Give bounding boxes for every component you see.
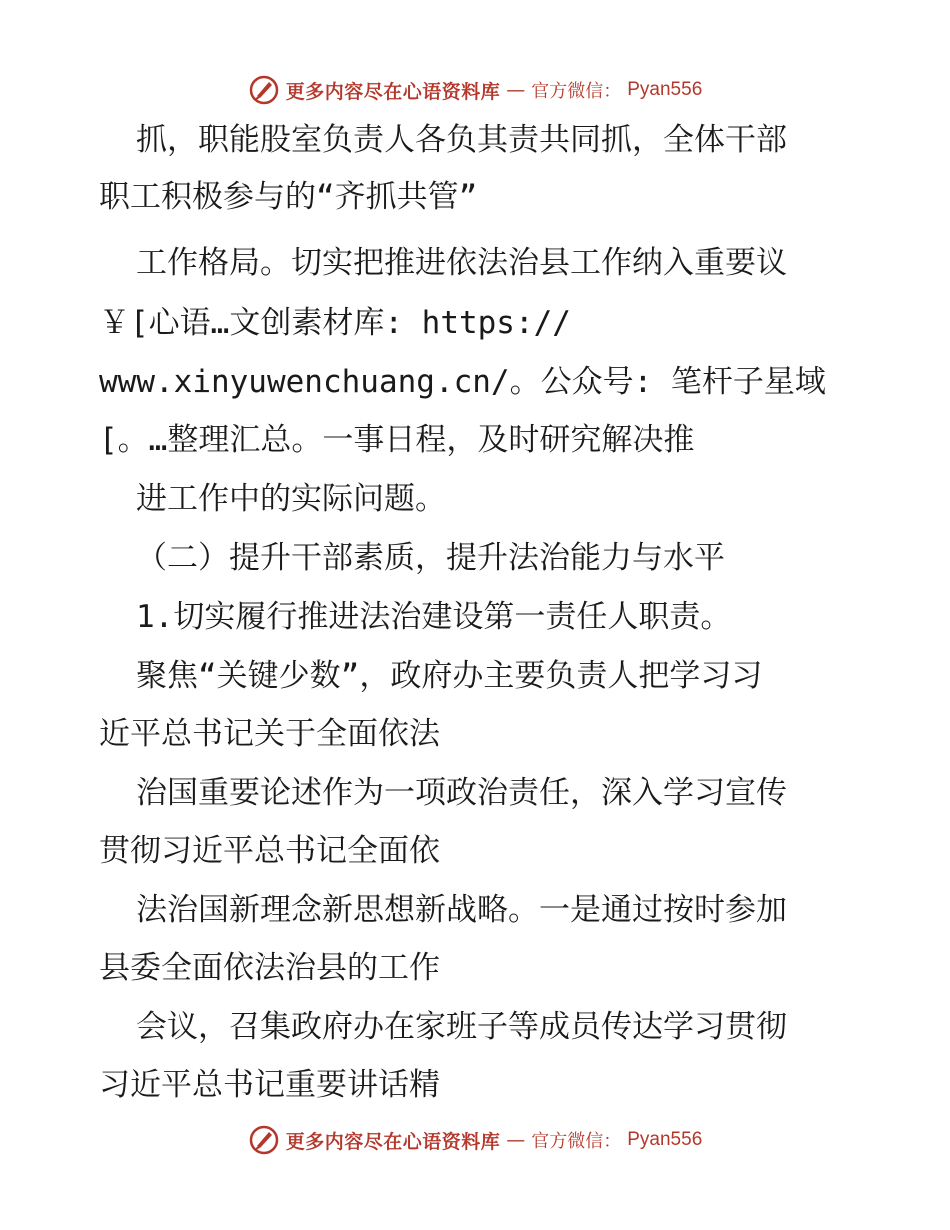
- footer-separator: —: [506, 1129, 526, 1151]
- text-line: www.xinyuwenchuang.cn/。公众号: 笔杆子星域: [99, 364, 826, 400]
- header-separator: —: [506, 79, 526, 101]
- quill-logo-icon: [248, 1124, 280, 1156]
- footer-banner: [0, 1120, 950, 1160]
- footer-wechat-handle: Pyan556: [627, 1129, 703, 1150]
- text-line: 工作格局。切实把推进依法治县工作纳入重要议: [136, 245, 787, 281]
- text-line: 进工作中的实际问题。: [136, 481, 446, 517]
- footer-site-name: 更多内容尽在心语资料库: [285, 1130, 501, 1153]
- text-line: 法治国新理念新思想新战略。一是通过按时参加: [136, 892, 787, 928]
- quill-logo-icon: [248, 74, 280, 106]
- text-line: 职工积极参与的“齐抓共管”: [99, 179, 478, 215]
- section-heading: （二）提升干部素质，提升法治能力与水平: [136, 540, 725, 576]
- text-line: 会议，召集政府办在家班子等成员传达学习贯彻: [136, 1009, 787, 1045]
- text-line: 习近平总书记重要讲话精: [99, 1067, 440, 1103]
- text-line: 县委全面依法治县的工作: [99, 950, 440, 986]
- subsection-heading: 1.切实履行推进法治建设第一责任人职责。: [136, 599, 732, 635]
- footer-wechat-label: 官方微信：: [531, 1131, 622, 1152]
- text-line: 近平总书记关于全面依法: [99, 716, 440, 752]
- text-line: ￥[心语…文创素材库: https://: [99, 305, 571, 341]
- text-line: 治国重要论述作为一项政治责任，深入学习宣传: [136, 775, 787, 811]
- text-line: 聚焦“关键少数”，政府办主要负责人把学习习: [136, 658, 763, 694]
- text-line: 贯彻习近平总书记全面依: [99, 833, 440, 869]
- text-line: 抓，职能股室负责人各负其责共同抓，全体干部: [136, 122, 787, 158]
- header-banner: [0, 70, 950, 110]
- text-line: [。…整理汇总。一事日程，及时研究解决推: [99, 422, 695, 458]
- header-wechat-handle: Pyan556: [627, 79, 703, 100]
- header-site-name: 更多内容尽在心语资料库: [285, 80, 501, 103]
- header-wechat-label: 官方微信：: [531, 81, 622, 102]
